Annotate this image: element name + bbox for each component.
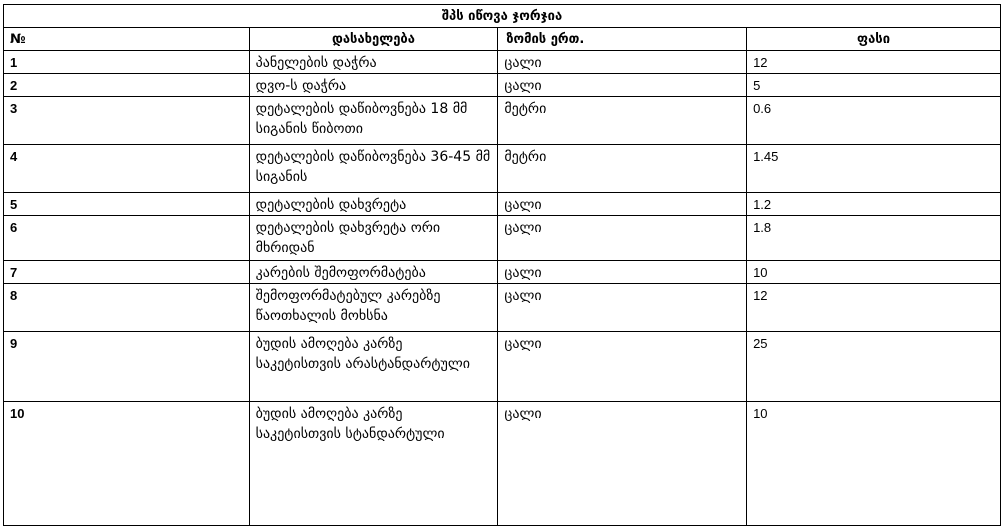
header-price: ფასი bbox=[747, 28, 1001, 51]
row-number: 3 bbox=[4, 97, 250, 145]
row-price: 10 bbox=[747, 402, 1001, 526]
row-name: შემოფორმატებულ კარებზე წაოთხალის მოხსნა bbox=[249, 284, 498, 332]
row-name: ბუდის ამოღება კარზე საკეტისთვის არასტანდარტული bbox=[249, 332, 498, 402]
table-row bbox=[4, 402, 1001, 526]
table-row bbox=[4, 74, 1001, 97]
header-unit: ზომის ერთ. bbox=[498, 28, 747, 51]
table-row bbox=[4, 216, 1001, 261]
table-row bbox=[4, 97, 1001, 145]
row-number: 10 bbox=[4, 402, 250, 526]
table-row bbox=[4, 261, 1001, 284]
price-list-table bbox=[3, 4, 1001, 526]
row-unit: მეტრი bbox=[498, 145, 747, 193]
row-number: 9 bbox=[4, 332, 250, 402]
header-name: დასახელება bbox=[249, 28, 498, 51]
row-unit: ცალი bbox=[498, 402, 747, 526]
row-price: 25 bbox=[747, 332, 1001, 402]
header-number: № bbox=[4, 28, 250, 51]
row-number: 5 bbox=[4, 193, 250, 216]
row-number: 6 bbox=[4, 216, 250, 261]
row-unit: ცალი bbox=[498, 216, 747, 261]
table-title: შპს იწოვა ჯორჯია bbox=[4, 5, 1001, 28]
row-name: პანელების დაჭრა bbox=[249, 51, 498, 74]
table-row bbox=[4, 193, 1001, 216]
row-unit: ცალი bbox=[498, 284, 747, 332]
row-price: 12 bbox=[747, 284, 1001, 332]
row-name: დეტალების დახვრეტა bbox=[249, 193, 498, 216]
row-name: დეტალების დახვრეტა ორი მხრიდან bbox=[249, 216, 498, 261]
row-price: 1.2 bbox=[747, 193, 1001, 216]
row-number: 2 bbox=[4, 74, 250, 97]
row-unit: ცალი bbox=[498, 332, 747, 402]
row-price: 5 bbox=[747, 74, 1001, 97]
row-unit: მეტრი bbox=[498, 97, 747, 145]
row-price: 1.8 bbox=[747, 216, 1001, 261]
row-name: დვო-ს დაჭრა bbox=[249, 74, 498, 97]
row-name: ბუდის ამოღება კარზე საკეტისთვის სტანდარტული bbox=[249, 402, 498, 526]
table-row bbox=[4, 51, 1001, 74]
row-price: 1.45 bbox=[747, 145, 1001, 193]
row-unit: ცალი bbox=[498, 193, 747, 216]
row-price: 10 bbox=[747, 261, 1001, 284]
table-row bbox=[4, 284, 1001, 332]
title-row bbox=[4, 5, 1001, 28]
row-name: კარების შემოფორმატება bbox=[249, 261, 498, 284]
row-price: 0.6 bbox=[747, 97, 1001, 145]
row-name: დეტალების დაწიბოვნება 18 მმ სიგანის წიბოთი bbox=[249, 97, 498, 145]
row-name: დეტალების დაწიბოვნება 36-45 მმ სიგანის bbox=[249, 145, 498, 193]
table-row bbox=[4, 332, 1001, 402]
row-number: 1 bbox=[4, 51, 250, 74]
table-row bbox=[4, 145, 1001, 193]
row-unit: ცალი bbox=[498, 74, 747, 97]
row-price: 12 bbox=[747, 51, 1001, 74]
row-number: 4 bbox=[4, 145, 250, 193]
row-unit: ცალი bbox=[498, 261, 747, 284]
header-row bbox=[4, 28, 1001, 51]
row-number: 8 bbox=[4, 284, 250, 332]
row-unit: ცალი bbox=[498, 51, 747, 74]
row-number: 7 bbox=[4, 261, 250, 284]
